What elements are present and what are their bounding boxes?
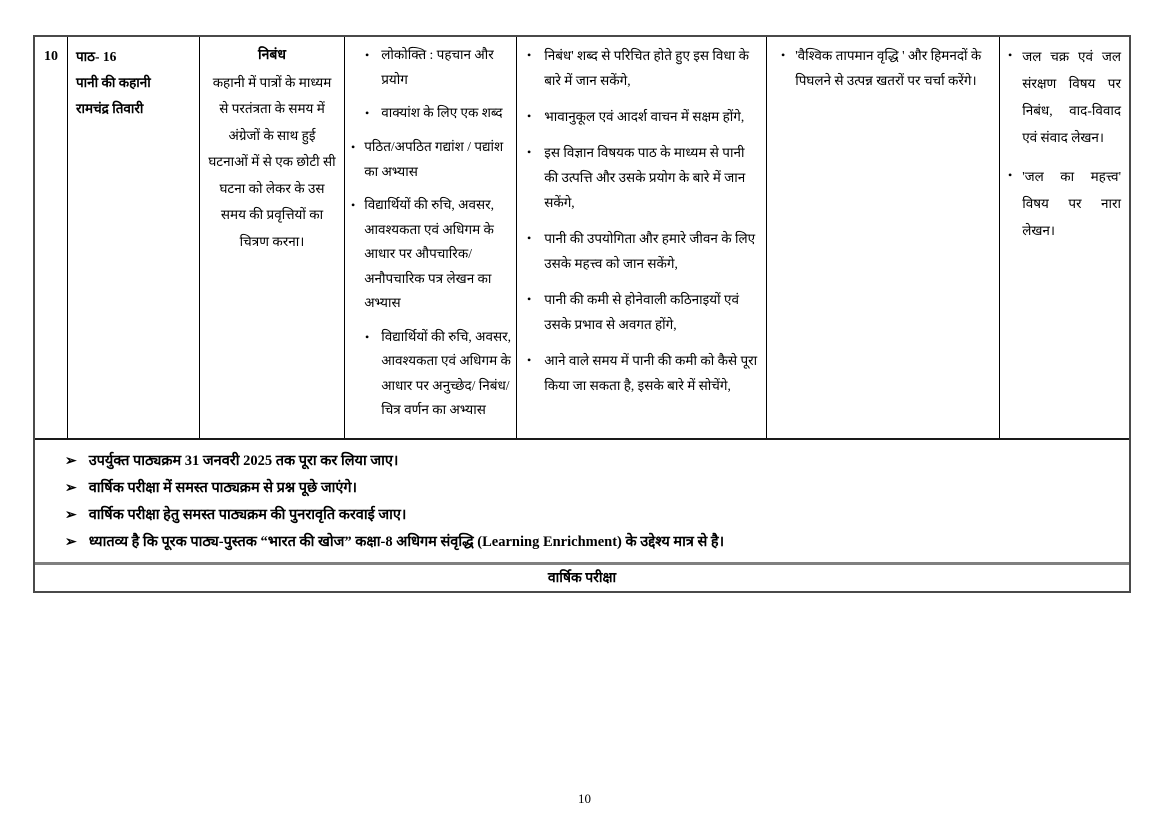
discussion-cell <box>767 37 1000 438</box>
arrowhead-bullet-icon: ➢ <box>65 453 77 469</box>
arrowhead-bullet-icon: ➢ <box>65 507 77 523</box>
genre-cell <box>200 37 345 438</box>
notes-section <box>35 440 1129 562</box>
list-item: • 'जल का महत्त्व' विषय पर नारा लेखन। <box>1008 163 1121 244</box>
lesson-title-cell <box>68 37 200 438</box>
serial-number: 10 <box>44 49 58 64</box>
list-item: • इस विज्ञान विषयक पाठ के माध्यम से पानी की उत्पत्ति और उसके प्रयोग के बारे में जान सकेंगे, <box>527 140 758 215</box>
bullet-icon: • <box>351 198 356 212</box>
bullet-icon: • <box>1008 168 1013 182</box>
list-item: • जल चक्र एवं जल संरक्षण विषय पर निबंध, वाद-विवाद एवं संवाद लेखन। <box>1008 43 1121 151</box>
list-item: • लोकोक्ति : पहचान और प्रयोग <box>351 43 512 92</box>
list-item: • 'वैश्विक तापमान वृद्धि ' और हिमनदों के पिघलने से उत्पन्न खतरों पर चर्चा करेंगे। <box>781 43 993 93</box>
arrowhead-bullet-icon: ➢ <box>65 480 77 496</box>
annual-exam-row <box>35 562 1129 591</box>
lesson-author: रामचंद्र तिवारी <box>76 101 144 116</box>
bullet-icon: • <box>527 109 532 123</box>
outcomes-cell <box>517 37 767 438</box>
genre-description: कहानी में पात्रों के माध्यम से परतंत्रता के समय में अंग्रेजों के साथ हुई घटनाओं में से एक छोटी सी घटना को लेकर के उस समय की प्रवृत्तियों का चित्रण करना। <box>208 74 336 249</box>
bullet-icon: • <box>1008 48 1013 62</box>
serial-number-cell <box>35 37 68 438</box>
page-number: 10 <box>578 791 591 806</box>
note-item: ➢ उपर्युक्त पाठ्यक्रम 31 जनवरी 2025 तक पूरा कर लिया जाए। <box>65 448 1119 475</box>
genre-heading: निबंध <box>258 48 286 63</box>
bullet-icon: • <box>527 292 532 306</box>
bullet-icon: • <box>365 106 370 120</box>
bullet-icon: • <box>351 140 356 154</box>
bullet-icon: • <box>527 353 532 367</box>
writing-cell <box>1000 37 1129 438</box>
bullet-icon: • <box>365 329 370 344</box>
bullet-icon: • <box>365 48 370 62</box>
annual-exam-label: वार्षिक परीक्षा <box>547 570 617 586</box>
list-item: • विद्यार्थियों की रुचि, अवसर, आवश्यकता एवं अधिगम के आधार पर औपचारिक/ अनौपचारिक पत्र लेखन का अभ्यास <box>351 193 512 316</box>
bullet-icon: • <box>527 48 532 62</box>
bullet-icon: • <box>781 48 786 62</box>
activities-cell <box>345 37 517 438</box>
lesson-row <box>35 37 1129 440</box>
syllabus-table <box>33 35 1131 593</box>
note-item: ➢ वार्षिक परीक्षा हेतु समस्त पाठ्यक्रम की पुनरावृति करवाई जाए। <box>65 502 1119 529</box>
list-item: • पानी की उपयोगिता और हमारे जीवन के लिए उसके महत्त्व को जान सकेंगे, <box>527 226 758 276</box>
note-item: ➢ वार्षिक परीक्षा में समस्त पाठ्यक्रम से प्रश्न पूछे जाएंगे। <box>65 475 1119 502</box>
list-item: • पठित/अपठित गद्यांश / पद्यांश का अभ्यास <box>351 135 512 184</box>
list-item: • विद्यार्थियों की रुचि, अवसर, आवश्यकता एवं अधिगम के आधार पर अनुच्छेद/ निबंध/ चित्र वर्णन का अभ्यास <box>351 325 512 423</box>
bullet-icon: • <box>527 145 532 159</box>
lesson-number: पाठ- 16 <box>76 49 117 64</box>
arrowhead-bullet-icon: ➢ <box>65 534 77 550</box>
list-item: • भावानुकूल एवं आदर्श वाचन में सक्षम होंगे, <box>527 104 758 129</box>
list-item: • निबंध' शब्द से परिचित होते हुए इस विधा के बारे में जान सकेंगे, <box>527 43 758 93</box>
list-item: • वाक्यांश के लिए एक शब्द <box>351 101 512 126</box>
list-item: • पानी की कमी से होनेवाली कठिनाइयों एवं उसके प्रभाव से अवगत होंगे, <box>527 287 758 337</box>
bullet-icon: • <box>527 231 532 245</box>
lesson-name: पानी की कहानी <box>76 75 151 90</box>
list-item: • आने वाले समय में पानी की कमी को कैसे पूरा किया जा सकता है, इसके बारे में सोचेंगे, <box>527 348 758 398</box>
note-item: ➢ ध्यातव्य है कि पूरक पाठ्य-पुस्तक “भारत की खोज” कक्षा-8 अधिगम संवृद्धि (Learning Enrichment) के उद्देश्य मात्र से है। <box>65 529 1119 556</box>
